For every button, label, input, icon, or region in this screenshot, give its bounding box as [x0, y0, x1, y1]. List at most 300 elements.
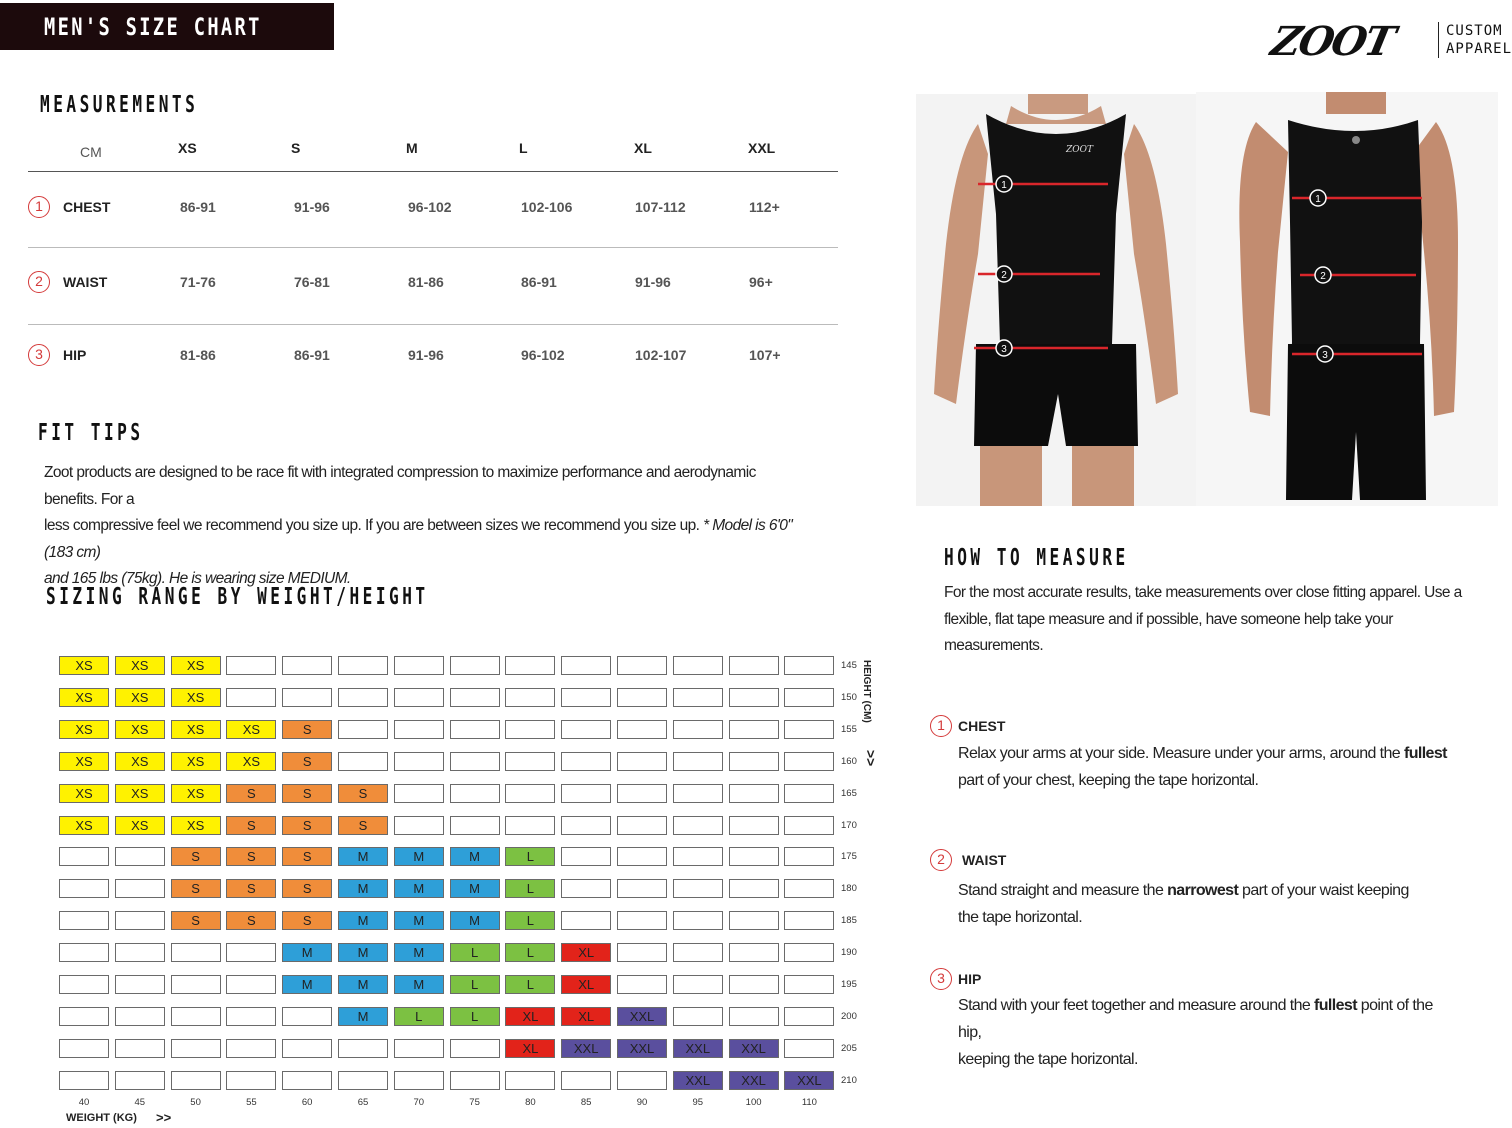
- size-cell: M: [450, 847, 500, 866]
- measurement-value: 86-91: [180, 199, 216, 215]
- height-tick: 195: [841, 979, 857, 990]
- chest-title: CHEST: [958, 718, 1006, 734]
- fit-tips-heading: FIT TIPS: [38, 420, 144, 446]
- size-cell: XXL: [561, 1039, 611, 1058]
- chest-number: 1: [930, 715, 952, 737]
- size-cell: L: [450, 943, 500, 962]
- size-cell: [673, 975, 723, 994]
- size-cell: XXL: [617, 1039, 667, 1058]
- size-cell: [115, 847, 165, 866]
- size-cell: L: [505, 847, 555, 866]
- brand-logo: [1267, 18, 1512, 65]
- size-cell: [338, 1039, 388, 1058]
- size-cell: S: [226, 784, 276, 803]
- size-cell: M: [282, 975, 332, 994]
- back-marker-1: 1: [1315, 194, 1321, 205]
- size-cell: [784, 688, 834, 707]
- size-cell: M: [394, 911, 444, 930]
- row-number: 2: [28, 271, 50, 293]
- size-cell: XS: [115, 752, 165, 771]
- hip-instruction-line: [958, 992, 1458, 1046]
- measurement-value: 96+: [749, 274, 773, 290]
- front-marker-1: 1: [1001, 180, 1007, 191]
- size-cell: M: [450, 879, 500, 898]
- size-cell: S: [226, 911, 276, 930]
- size-cell: [282, 1071, 332, 1090]
- height-tick: 145: [841, 660, 857, 671]
- measurement-value: 76-81: [294, 274, 330, 290]
- waist-instruction-line: [958, 877, 1458, 904]
- logo-line-1: CUSTOM: [1446, 23, 1503, 39]
- measurement-value: 107-112: [635, 199, 686, 215]
- size-cell: XS: [171, 656, 221, 675]
- chest-instruction-line: part of your chest, keeping the tape horizontal.: [958, 772, 1259, 789]
- size-cell: L: [450, 975, 500, 994]
- sizing-range-heading: SIZING RANGE BY WEIGHT/HEIGHT: [46, 584, 429, 610]
- size-cell: [729, 879, 779, 898]
- size-cell: [450, 816, 500, 835]
- size-cell: M: [338, 1007, 388, 1026]
- size-cell: XXL: [729, 1071, 779, 1090]
- size-cell: [59, 911, 109, 930]
- size-cell: [673, 943, 723, 962]
- back-marker-2: 2: [1320, 271, 1326, 282]
- measurement-value: 102-106: [521, 199, 573, 215]
- hip-number: 3: [930, 968, 952, 990]
- model-front-photo: [916, 94, 1196, 506]
- height-tick: 150: [841, 691, 857, 703]
- row-number: 1: [28, 196, 50, 218]
- size-cell: M: [338, 943, 388, 962]
- size-cell: [450, 720, 500, 739]
- model-back-photo: [1196, 92, 1498, 506]
- size-cell: [394, 656, 444, 675]
- hip-instructions: [958, 992, 1458, 1073]
- size-cell: [561, 879, 611, 898]
- height-axis-arrow: >>: [863, 749, 880, 767]
- size-cell: [729, 720, 779, 739]
- size-cell: [561, 720, 611, 739]
- size-cell: [226, 1071, 276, 1090]
- size-cell: [394, 1039, 444, 1058]
- size-cell: [673, 911, 723, 930]
- intro-line: For the most accurate results, take measurements over close fitting apparel. Use a: [944, 584, 1462, 601]
- size-cell: M: [394, 943, 444, 962]
- size-cell: M: [394, 879, 444, 898]
- size-cell: S: [226, 879, 276, 898]
- instruction-text: Stand with your feet together and measure around the: [958, 997, 1315, 1014]
- height-tick: 170: [841, 819, 857, 831]
- size-cell: [617, 656, 667, 675]
- measurement-value: 91-96: [294, 199, 330, 215]
- size-cell: [617, 847, 667, 866]
- size-cell: [59, 975, 109, 994]
- fit-tips-line: [44, 513, 804, 566]
- size-cell: [784, 1007, 834, 1026]
- size-cell: M: [450, 911, 500, 930]
- size-cell: M: [338, 975, 388, 994]
- size-cell: M: [394, 975, 444, 994]
- size-cell: L: [505, 943, 555, 962]
- waist-title: WAIST: [962, 852, 1007, 868]
- size-cell: S: [171, 847, 221, 866]
- intro-line: flexible, flat tape measure and if possible, have someone help take your measurements.: [944, 610, 1393, 654]
- size-cell: [450, 688, 500, 707]
- weight-tick: 45: [134, 1097, 146, 1108]
- size-cell: [617, 784, 667, 803]
- weight-tick: 110: [801, 1097, 817, 1108]
- size-cell: XL: [561, 1007, 611, 1026]
- title-banner: [0, 3, 334, 50]
- size-cell: XS: [115, 784, 165, 803]
- size-cell: [450, 1039, 500, 1058]
- front-marker-3: 3: [1001, 344, 1007, 355]
- size-cell: XS: [59, 656, 109, 675]
- size-cell: XS: [115, 656, 165, 675]
- size-cell: [729, 752, 779, 771]
- size-cell: L: [505, 911, 555, 930]
- chest-instruction-line: [958, 740, 1458, 767]
- size-cell: [171, 1039, 221, 1058]
- size-cell: [784, 784, 834, 803]
- size-cell: [561, 816, 611, 835]
- size-cell: XS: [171, 784, 221, 803]
- height-tick: 205: [841, 1042, 857, 1054]
- size-cell: [338, 752, 388, 771]
- size-cell: S: [282, 816, 332, 835]
- size-cell: [394, 816, 444, 835]
- size-header-s: S: [291, 140, 301, 156]
- size-cell: [617, 911, 667, 930]
- size-cell: [226, 975, 276, 994]
- size-cell: [282, 1007, 332, 1026]
- weight-tick: 85: [580, 1097, 592, 1108]
- size-cell: [784, 752, 834, 771]
- size-cell: [673, 784, 723, 803]
- model-front-illustration: [916, 94, 1196, 506]
- height-tick: 210: [841, 1074, 857, 1086]
- size-cell: [59, 943, 109, 962]
- measurement-value: 91-96: [408, 347, 444, 363]
- measurement-value: 81-86: [408, 274, 444, 290]
- size-cell: S: [282, 911, 332, 930]
- size-cell: [505, 816, 555, 835]
- size-cell: [226, 1007, 276, 1026]
- size-cell: XXL: [673, 1039, 723, 1058]
- size-cell: XS: [226, 752, 276, 771]
- size-cell: [226, 688, 276, 707]
- front-marker-2: 2: [1001, 270, 1007, 281]
- size-cell: [505, 752, 555, 771]
- hip-instruction-line: keeping the tape horizontal.: [958, 1051, 1138, 1068]
- size-cell: [617, 752, 667, 771]
- table-rule: [28, 171, 838, 172]
- size-cell: [729, 816, 779, 835]
- size-cell: [729, 688, 779, 707]
- weight-tick: 55: [246, 1097, 257, 1108]
- height-tick: 185: [841, 915, 857, 927]
- waist-number: 2: [930, 849, 952, 871]
- size-cell: [673, 816, 723, 835]
- measurement-value: 96-102: [521, 347, 565, 363]
- size-cell: XS: [171, 752, 221, 771]
- chest-logo: ZOOT: [1066, 145, 1094, 155]
- size-cell: [673, 656, 723, 675]
- size-cell: [59, 847, 109, 866]
- size-cell: [282, 1039, 332, 1058]
- instruction-text: Relax your arms at your side. Measure under your arms, around the: [958, 745, 1404, 762]
- size-cell: [784, 879, 834, 898]
- size-cell: XS: [226, 720, 276, 739]
- measurements-heading: MEASUREMENTS: [40, 92, 199, 118]
- size-cell: [59, 1007, 109, 1026]
- size-cell: [561, 911, 611, 930]
- size-cell: [617, 975, 667, 994]
- size-cell: [784, 847, 834, 866]
- fit-tips-text: [44, 460, 804, 593]
- size-cell: S: [171, 879, 221, 898]
- size-cell: [617, 816, 667, 835]
- size-cell: [115, 943, 165, 962]
- fit-tips-line: and 165 lbs (75kg). He is wearing size MEDIUM.: [44, 570, 351, 587]
- size-cell: XS: [115, 816, 165, 835]
- weight-tick: 95: [692, 1097, 704, 1108]
- size-cell: [505, 688, 555, 707]
- height-tick: 175: [841, 851, 857, 863]
- waist-instruction-line: the tape horizontal.: [958, 909, 1083, 926]
- size-cell: XS: [171, 720, 221, 739]
- height-tick: 165: [841, 787, 857, 799]
- size-cell: [673, 752, 723, 771]
- size-cell: [729, 943, 779, 962]
- size-cell: XS: [59, 752, 109, 771]
- size-cell: [561, 688, 611, 707]
- size-cell: [784, 720, 834, 739]
- model-note: * Model is 6'0" (183 cm): [44, 517, 793, 561]
- page-title: MEN'S SIZE CHART: [44, 13, 262, 41]
- size-cell: [561, 656, 611, 675]
- how-to-measure-intro: [944, 580, 1464, 660]
- size-cell: [673, 688, 723, 707]
- size-cell: [673, 847, 723, 866]
- size-cell: XS: [59, 816, 109, 835]
- size-cell: [115, 975, 165, 994]
- size-cell: XS: [171, 688, 221, 707]
- size-cell: [729, 911, 779, 930]
- measurement-value: 102-107: [635, 347, 687, 363]
- size-cell: [171, 975, 221, 994]
- size-cell: [673, 1007, 723, 1026]
- size-cell: [450, 656, 500, 675]
- size-cell: [115, 1039, 165, 1058]
- weight-tick: 65: [357, 1097, 369, 1108]
- logo-subtitle: [1446, 22, 1512, 58]
- size-cell: M: [338, 879, 388, 898]
- weight-tick: 80: [525, 1097, 536, 1108]
- measurement-value: 81-86: [180, 347, 216, 363]
- weight-axis-label: WEIGHT (KG): [66, 1112, 137, 1124]
- size-cell: [450, 784, 500, 803]
- size-cell: [505, 720, 555, 739]
- size-cell: XS: [59, 720, 109, 739]
- size-cell: XL: [505, 1039, 555, 1058]
- size-cell: L: [505, 879, 555, 898]
- size-cell: [394, 752, 444, 771]
- fit-tips-text-part: less compressive feel we recommend you size up. If you are between sizes we recommend you size up.: [44, 517, 704, 534]
- size-cell: [338, 656, 388, 675]
- size-cell: [394, 1071, 444, 1090]
- size-header-l: L: [519, 140, 528, 156]
- size-header-m: M: [406, 140, 418, 156]
- logo-divider: [1438, 22, 1439, 58]
- size-cell: [450, 1071, 500, 1090]
- weight-axis-arrow: >>: [156, 1110, 172, 1125]
- size-cell: [282, 656, 332, 675]
- size-cell: [561, 847, 611, 866]
- size-cell: [394, 720, 444, 739]
- height-tick: 155: [841, 723, 857, 735]
- size-cell: XS: [59, 688, 109, 707]
- size-cell: [617, 943, 667, 962]
- size-cell: [784, 656, 834, 675]
- size-cell: [784, 975, 834, 994]
- size-cell: XS: [59, 784, 109, 803]
- size-cell: [450, 752, 500, 771]
- size-cell: [729, 784, 779, 803]
- size-cell: [226, 656, 276, 675]
- size-cell: [617, 1071, 667, 1090]
- size-cell: S: [282, 784, 332, 803]
- size-header-xl: XL: [634, 140, 652, 156]
- size-cell: S: [338, 816, 388, 835]
- weight-tick: 100: [745, 1097, 762, 1108]
- how-to-measure-heading: HOW TO MEASURE: [944, 545, 1129, 571]
- size-cell: [617, 688, 667, 707]
- size-cell: [338, 720, 388, 739]
- size-cell: XXL: [673, 1071, 723, 1090]
- size-cell: [226, 1039, 276, 1058]
- instruction-emphasis: narrowest: [1167, 882, 1239, 899]
- size-cell: [729, 975, 779, 994]
- size-cell: [505, 1071, 555, 1090]
- size-cell: [115, 879, 165, 898]
- size-cell: XL: [505, 1007, 555, 1026]
- instruction-text: part of your waist keeping: [1238, 882, 1409, 899]
- size-cell: XS: [115, 688, 165, 707]
- weight-tick: 90: [636, 1097, 648, 1108]
- measurement-value: 86-91: [521, 274, 557, 290]
- measurement-value: 107+: [749, 347, 781, 363]
- size-cell: S: [282, 847, 332, 866]
- height-tick: 180: [841, 883, 857, 895]
- row-label: CHEST: [63, 199, 111, 215]
- size-cell: XXL: [729, 1039, 779, 1058]
- weight-tick: 50: [190, 1097, 201, 1108]
- size-cell: XL: [561, 943, 611, 962]
- size-cell: [729, 847, 779, 866]
- instruction-emphasis: fullest: [1314, 997, 1357, 1014]
- size-header-xxl: XXL: [748, 140, 776, 156]
- size-cell: [729, 656, 779, 675]
- height-axis-label: HEIGHT (CM): [861, 660, 872, 723]
- size-cell: [561, 784, 611, 803]
- size-cell: M: [394, 847, 444, 866]
- height-tick: 200: [841, 1010, 857, 1022]
- size-cell: M: [338, 847, 388, 866]
- size-cell: [59, 879, 109, 898]
- size-cell: [115, 1071, 165, 1090]
- size-cell: [59, 1039, 109, 1058]
- size-cell: M: [282, 943, 332, 962]
- table-rule: [28, 247, 838, 248]
- size-cell: [394, 784, 444, 803]
- size-cell: S: [226, 816, 276, 835]
- size-header-xs: XS: [178, 140, 197, 156]
- unit-header: CM: [80, 144, 102, 160]
- size-cell: [171, 1007, 221, 1026]
- back-marker-3: 3: [1322, 350, 1328, 361]
- size-cell: [59, 1071, 109, 1090]
- size-cell: [617, 879, 667, 898]
- size-cell: [505, 656, 555, 675]
- size-cell: [505, 784, 555, 803]
- size-cell: S: [282, 879, 332, 898]
- size-cell: S: [226, 847, 276, 866]
- row-label: WAIST: [63, 274, 108, 290]
- size-cell: [617, 720, 667, 739]
- size-cell: [784, 816, 834, 835]
- size-cell: [115, 911, 165, 930]
- size-cell: [729, 1007, 779, 1026]
- size-cell: XXL: [784, 1071, 834, 1090]
- measurement-value: 86-91: [294, 347, 330, 363]
- height-tick: 190: [841, 947, 857, 959]
- weight-tick: 70: [413, 1097, 425, 1108]
- fit-tips-line: Zoot products are designed to be race fit with integrated compression to maximize performance and aerodynamic benefits. For a: [44, 464, 756, 508]
- size-cell: [561, 752, 611, 771]
- waist-instructions: [958, 877, 1458, 931]
- size-cell: [784, 911, 834, 930]
- size-cell: [561, 1071, 611, 1090]
- hip-title: HIP: [958, 971, 982, 987]
- size-cell: [784, 1039, 834, 1058]
- size-cell: S: [338, 784, 388, 803]
- row-label: HIP: [63, 347, 87, 363]
- weight-tick: 75: [469, 1097, 480, 1108]
- logo-wordmark: ZOOT: [1267, 18, 1398, 65]
- size-cell: S: [171, 911, 221, 930]
- height-tick: 160: [841, 755, 857, 767]
- size-cell: [282, 688, 332, 707]
- size-cell: XS: [171, 816, 221, 835]
- size-cell: XS: [115, 720, 165, 739]
- size-cell: S: [282, 720, 332, 739]
- row-number: 3: [28, 344, 50, 366]
- size-cell: [171, 1071, 221, 1090]
- size-cell: [673, 720, 723, 739]
- measurement-value: 91-96: [635, 274, 671, 290]
- instruction-text: Stand straight and measure the: [958, 882, 1168, 899]
- instruction-emphasis: fullest: [1403, 745, 1447, 762]
- size-cell: L: [505, 975, 555, 994]
- size-cell: [673, 879, 723, 898]
- size-cell: M: [338, 911, 388, 930]
- model-back-illustration: [1196, 92, 1498, 506]
- size-cell: [784, 943, 834, 962]
- size-cell: [115, 1007, 165, 1026]
- size-cell: S: [282, 752, 332, 771]
- table-rule: [28, 324, 838, 325]
